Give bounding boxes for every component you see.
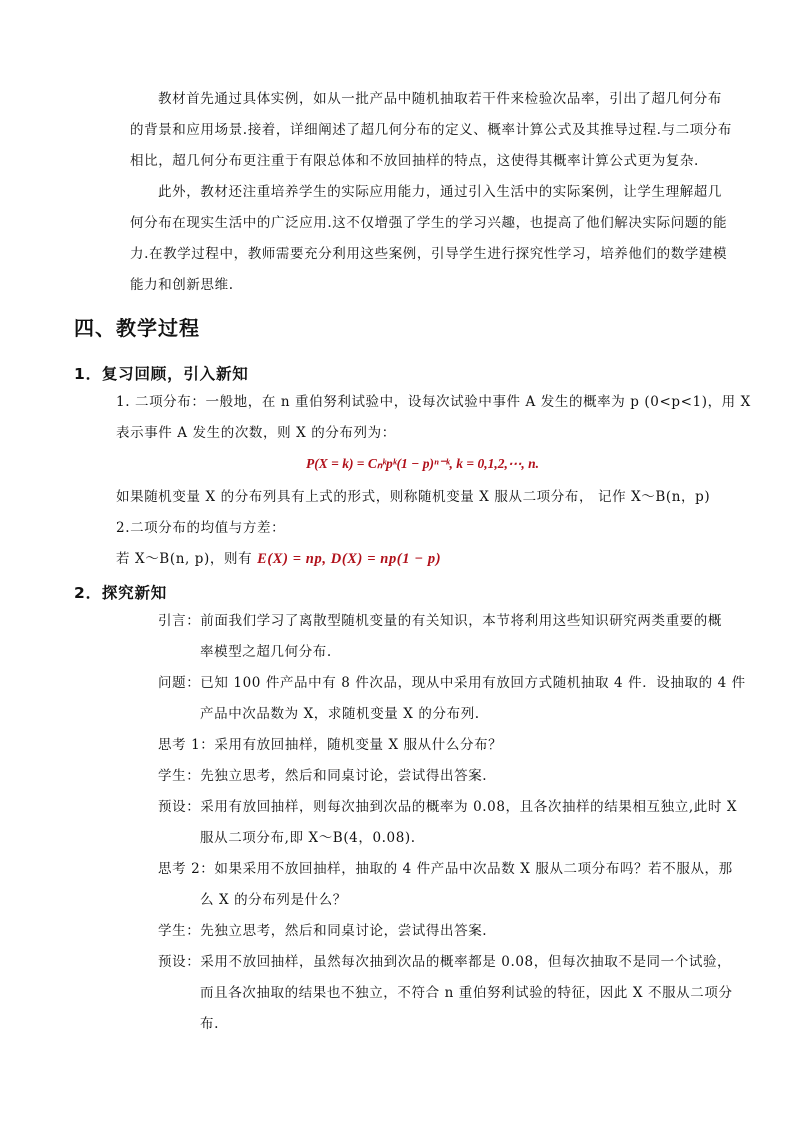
explore-heading: 2．探究新知 (74, 584, 168, 602)
review-item2-prefix: 若 X～B(n, p)，则有 (116, 551, 253, 567)
student-2: 学生：先独立思考，然后和同桌讨论，尝试得出答案. (158, 923, 488, 939)
question-line-1: 问题：已知 100 件产品中有 8 件次品，现从中采用有放回方式随机抽取 4 件．设抽取的 4 件 (158, 675, 746, 691)
section-title: 四、教学过程 (74, 316, 200, 340)
review-heading: 1．复习回顾，引入新知 (74, 365, 249, 383)
intro-line-3: 相比，超几何分布更注重于有限总体和不放回抽样的特点，这使得其概率计算公式更为复杂. (130, 153, 699, 169)
think-2-line-1: 思考 2：如果采用不放回抽样，抽取的 4 件产品中次品数 X 服从二项分布吗？若不服从，那 (158, 861, 733, 877)
intro-line-7: 能力和创新思维. (130, 277, 234, 293)
preset-2-line-3: 布. (200, 1016, 219, 1032)
review-item2-title: 2.二项分布的均值与方差： (116, 520, 286, 536)
question-line-2: 产品中次品数为 X，求随机变量 X 的分布列. (200, 706, 480, 722)
intro-line-1: 教材首先通过具体实例，如从一批产品中随机抽取若干件来检验次品率，引出了超几何分布 (158, 91, 722, 107)
explore-intro-line-1: 引言：前面我们学习了离散型随机变量的有关知识，本节将利用这些知识研究两类重要的概 (158, 613, 722, 629)
think-2-line-2: 么 X 的分布列是什么？ (200, 892, 347, 908)
review-item1-line-1: 1. 二项分布：一般地，在 n 重伯努利试验中，设每次试验中事件 A 发生的概率为 p (0<p<1)，用 X (116, 394, 751, 410)
preset-1-line-1: 预设：采用有放回抽样，则每次抽到次品的概率为 0.08，且各次抽样的结果相互独立,此时 X (158, 799, 738, 815)
explore-intro-line-2: 率模型之超几何分布. (200, 644, 332, 660)
intro-line-5: 何分布在现实生活中的广泛应用.这不仅增强了学生的学习兴趣，也提高了他们解决实际问题的能 (130, 215, 728, 231)
preset-2-line-1: 预设：采用不放回抽样，虽然每次抽到次品的概率都是 0.08，但每次抽取不是同一个试验， (158, 954, 732, 970)
review-item1-line-3: 如果随机变量 X 的分布列具有上式的形式，则称随机变量 X 服从二项分布， 记作 X～B(n，p) (116, 489, 711, 505)
preset-1-line-2: 服从二项分布,即 X～B(4，0.08). (200, 830, 416, 846)
intro-line-4: 此外，教材还注重培养学生的实际应用能力，通过引入生活中的实际案例，让学生理解超几 (158, 184, 722, 200)
review-item1-line-2: 表示事件 A 发生的次数，则 X 的分布列为： (116, 425, 396, 441)
intro-line-6: 力.在教学过程中，教师需要充分利用这些案例，引导学生进行探究性学习，培养他们的数学建模 (130, 246, 728, 262)
mean-variance-formula: E(X) = np, D(X) = np(1 − p) (257, 551, 442, 567)
think-1: 思考 1：采用有放回抽样，随机变量 X 服从什么分布？ (158, 737, 503, 753)
preset-2-line-2: 而且各次抽取的结果也不独立，不符合 n 重伯努利试验的特征，因此 X 不服从二项分 (200, 985, 733, 1001)
review-item2-line (116, 544, 441, 575)
binomial-pmf-formula: P(X = k) = Cₙᵏpᵏ(1 − p)ⁿ⁻ᵏ, k = 0,1,2,⋯, n. (306, 456, 539, 471)
student-1: 学生：先独立思考，然后和同桌讨论，尝试得出答案. (158, 768, 488, 784)
intro-line-2: 的背景和应用场景.接着，详细阐述了超几何分布的定义、概率计算公式及其推导过程.与二项分布 (130, 122, 732, 138)
